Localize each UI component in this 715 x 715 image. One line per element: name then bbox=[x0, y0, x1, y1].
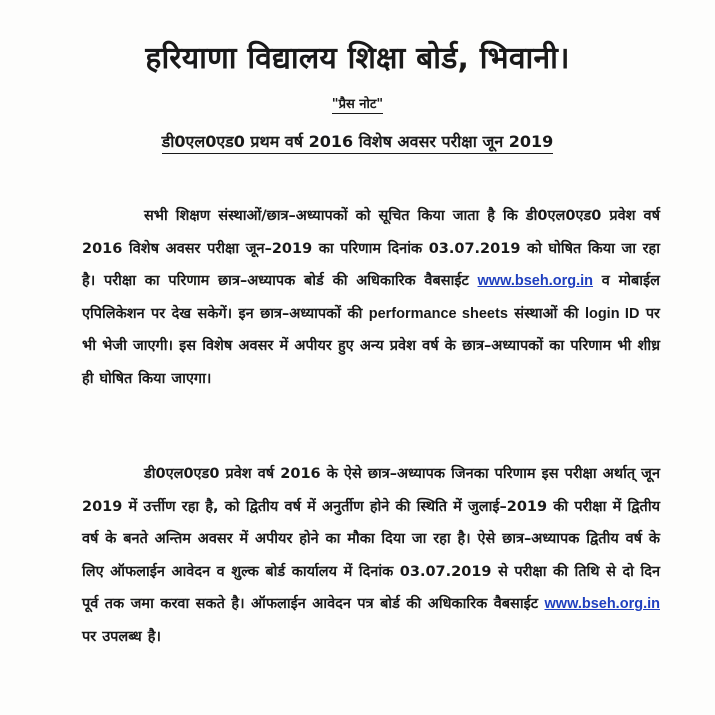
paragraph-1-text-3: संस्थाओं की bbox=[507, 305, 585, 322]
paragraph-1-text-4: पर भी भेजी जाएगी। इस विशेष अवसर में अपीयर हुए अन्य प्रवेश वर्ष के छात्र–अध्यापकों का परिणाम भी शीध्र ही घोषित किया जाएगा। bbox=[82, 305, 660, 387]
exam-subtitle bbox=[0, 130, 715, 152]
paragraph-result-announcement bbox=[82, 200, 660, 395]
paragraph-2-text-2: पर उपलब्ध है। bbox=[82, 628, 161, 645]
exam-subtitle-text: डी0एल0एड0 प्रथम वर्ष 2016 विशेष अवसर परीक्षा जून 2019 bbox=[162, 132, 554, 154]
press-note-label bbox=[0, 94, 715, 112]
paragraph-second-year-opportunity bbox=[82, 458, 660, 653]
board-website-link-2[interactable]: www.bseh.org.in bbox=[544, 596, 660, 612]
board-website-link[interactable]: www.bseh.org.in bbox=[477, 273, 594, 289]
press-note-text: "प्रैस नोट" bbox=[331, 97, 384, 112]
paragraph-2-text-1: डी0एल0एड0 प्रवेश वर्ष 2016 के ऐसे छात्र–अध्यापक जिनका परिणाम इस परीक्षा अर्थात् जून 2019 में उर्त्तीण रहा है, को द्वितीय वर्ष में अनुर्तीण होने की स्थिति में जुलाई–2019 की परीक्षा में द्वितीय वर्ष के बनते अन्तिम अवसर में अपीयर होने का मौका दिया जा रहा है। ऐसे छात्र–अध्यापक द्वितीय वर्ष के लिए ऑफलाईन आवेदन व शुल्क बोर्ड कार्यालय में दिनांक 03.07.2019 से परीक्षा की तिथि से दो दिन पूर्व तक जमा करवा सकते है। ऑफलाईन आवेदन पत्र बोर्ड की अधिकारिक वैबसाईट bbox=[82, 466, 660, 612]
performance-sheets-term: performance sheets bbox=[368, 305, 508, 322]
paragraph-1-text-2: व मोबाईल एपिलिकेशन पर देख सकेगें। इन छात्र–अध्यापकों की bbox=[82, 273, 661, 322]
paragraph-1-text-1: सभी शिक्षण संस्थाओं/छात्र–अध्यापकों को सूचित किया जाता है कि डी0एल0एड0 प्रवेश वर्ष 2016 विशेष अवसर परीक्षा जून–2019 का परिणाम दिनांक 03.07.2019 को घोषित किया जा रहा है। परीक्षा का परिणाम छात्र–अध्यापक बोर्ड की अधिकारिक वैबसाईट bbox=[82, 208, 660, 289]
login-id-term: login ID bbox=[584, 305, 640, 322]
board-title: हरियाणा विद्यालय शिक्षा बोर्ड, भिवानी। bbox=[145, 41, 570, 76]
